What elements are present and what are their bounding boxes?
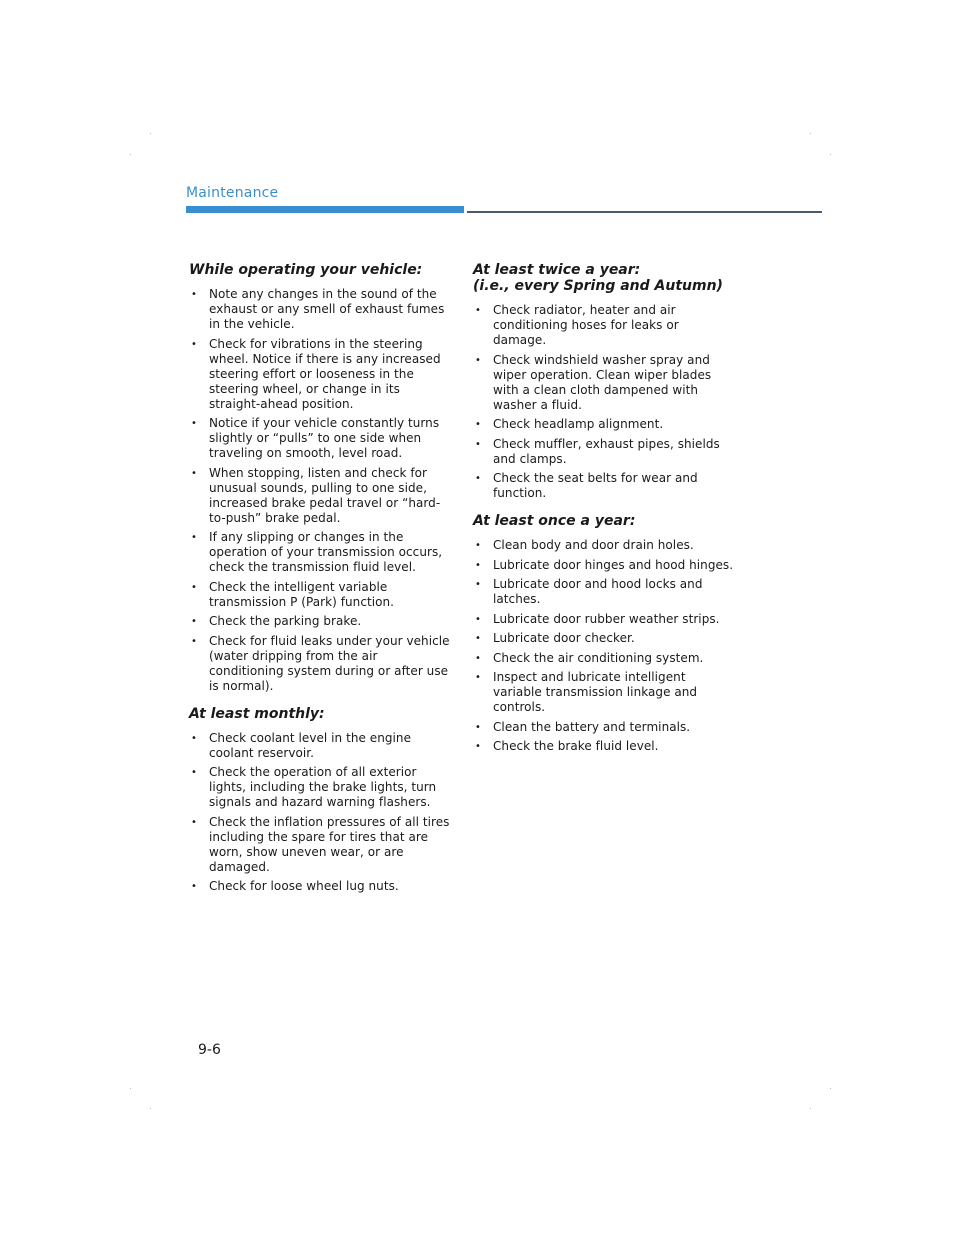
crop-mark <box>150 1108 151 1109</box>
heading-line: (i.e., every Spring and Autumn) <box>473 278 723 294</box>
heading-monthly: At least monthly: <box>189 705 325 722</box>
list-item: • Check windshield washer spray and wiper operation. Clean wiper blades with a clean cloth dampened with washer a fluid. <box>473 353 735 413</box>
list-item: • Check the operation of all exterior lights, including the brake lights, turn signals and hazard warning flashers. <box>189 765 451 810</box>
section-label: Maintenance <box>186 185 279 201</box>
list-item: • Check muffler, exhaust pipes, shields and clamps. <box>473 437 735 467</box>
list-item: • Check the parking brake. <box>189 614 451 629</box>
list-item: • Lubricate door and hood locks and latches. <box>473 577 735 607</box>
list-item: • Clean body and door drain holes. <box>473 538 735 553</box>
list-item: • Check for vibrations in the steering wheel. Notice if there is any increased steering effort or looseness in the steering wheel, or change in its straight-ahead position. <box>189 337 451 412</box>
header-thin-rule <box>467 211 822 213</box>
list-item: • When stopping, listen and check for unusual sounds, pulling to one side, increased brake pedal travel or “hard-to-push” brake pedal. <box>189 466 451 526</box>
list-item: • Check the inflation pressures of all tires including the spare for tires that are worn, show uneven wear, or are damaged. <box>189 815 451 875</box>
heading-twice-a-year <box>473 262 735 294</box>
list-item: • Check for loose wheel lug nuts. <box>189 879 451 894</box>
right-column <box>473 262 735 766</box>
list-item: • Clean the battery and terminals. <box>473 720 735 735</box>
list-item: • Lubricate door rubber weather strips. <box>473 612 735 627</box>
list-item: • Lubricate door checker. <box>473 631 735 646</box>
list-item: • Check for fluid leaks under your vehicle (water dripping from the air conditioning system during or after use is normal). <box>189 634 451 694</box>
list-twice-a-year <box>473 303 735 501</box>
left-column <box>189 262 451 906</box>
list-item: • Note any changes in the sound of the exhaust or any smell of exhaust fumes in the vehicle. <box>189 287 451 332</box>
crop-mark <box>810 133 811 134</box>
list-item: • Check the intelligent variable transmission P (Park) function. <box>189 580 451 610</box>
list-item: • Check the air conditioning system. <box>473 651 735 666</box>
crop-mark <box>830 1088 831 1089</box>
crop-mark <box>130 1088 131 1089</box>
heading-line: At least twice a year: <box>473 262 641 278</box>
list-while-operating <box>189 287 451 694</box>
crop-mark <box>130 154 131 155</box>
list-item: • Lubricate door hinges and hood hinges. <box>473 558 735 573</box>
list-item: • Notice if your vehicle constantly turns slightly or “pulls” to one side when traveling on smooth, level road. <box>189 416 451 461</box>
list-once-a-year <box>473 538 735 754</box>
heading-while-operating: While operating your vehicle: <box>189 262 423 278</box>
page-number: 9-6 <box>198 1042 221 1058</box>
list-monthly <box>189 731 451 895</box>
list-item: • Check radiator, heater and air conditioning hoses for leaks or damage. <box>473 303 735 348</box>
list-item: • Check coolant level in the engine coolant reservoir. <box>189 731 451 761</box>
list-item: • Inspect and lubricate intelligent variable transmission linkage and controls. <box>473 670 735 715</box>
crop-mark <box>810 1108 811 1109</box>
list-item: • Check the brake fluid level. <box>473 739 735 754</box>
header-accent-rule <box>186 206 464 213</box>
crop-mark <box>150 133 151 134</box>
list-item: • If any slipping or changes in the operation of your transmission occurs, check the transmission fluid level. <box>189 530 451 575</box>
list-item: • Check the seat belts for wear and function. <box>473 471 735 501</box>
crop-mark <box>830 154 831 155</box>
list-item: • Check headlamp alignment. <box>473 417 735 432</box>
heading-once-a-year: At least once a year: <box>473 513 636 529</box>
